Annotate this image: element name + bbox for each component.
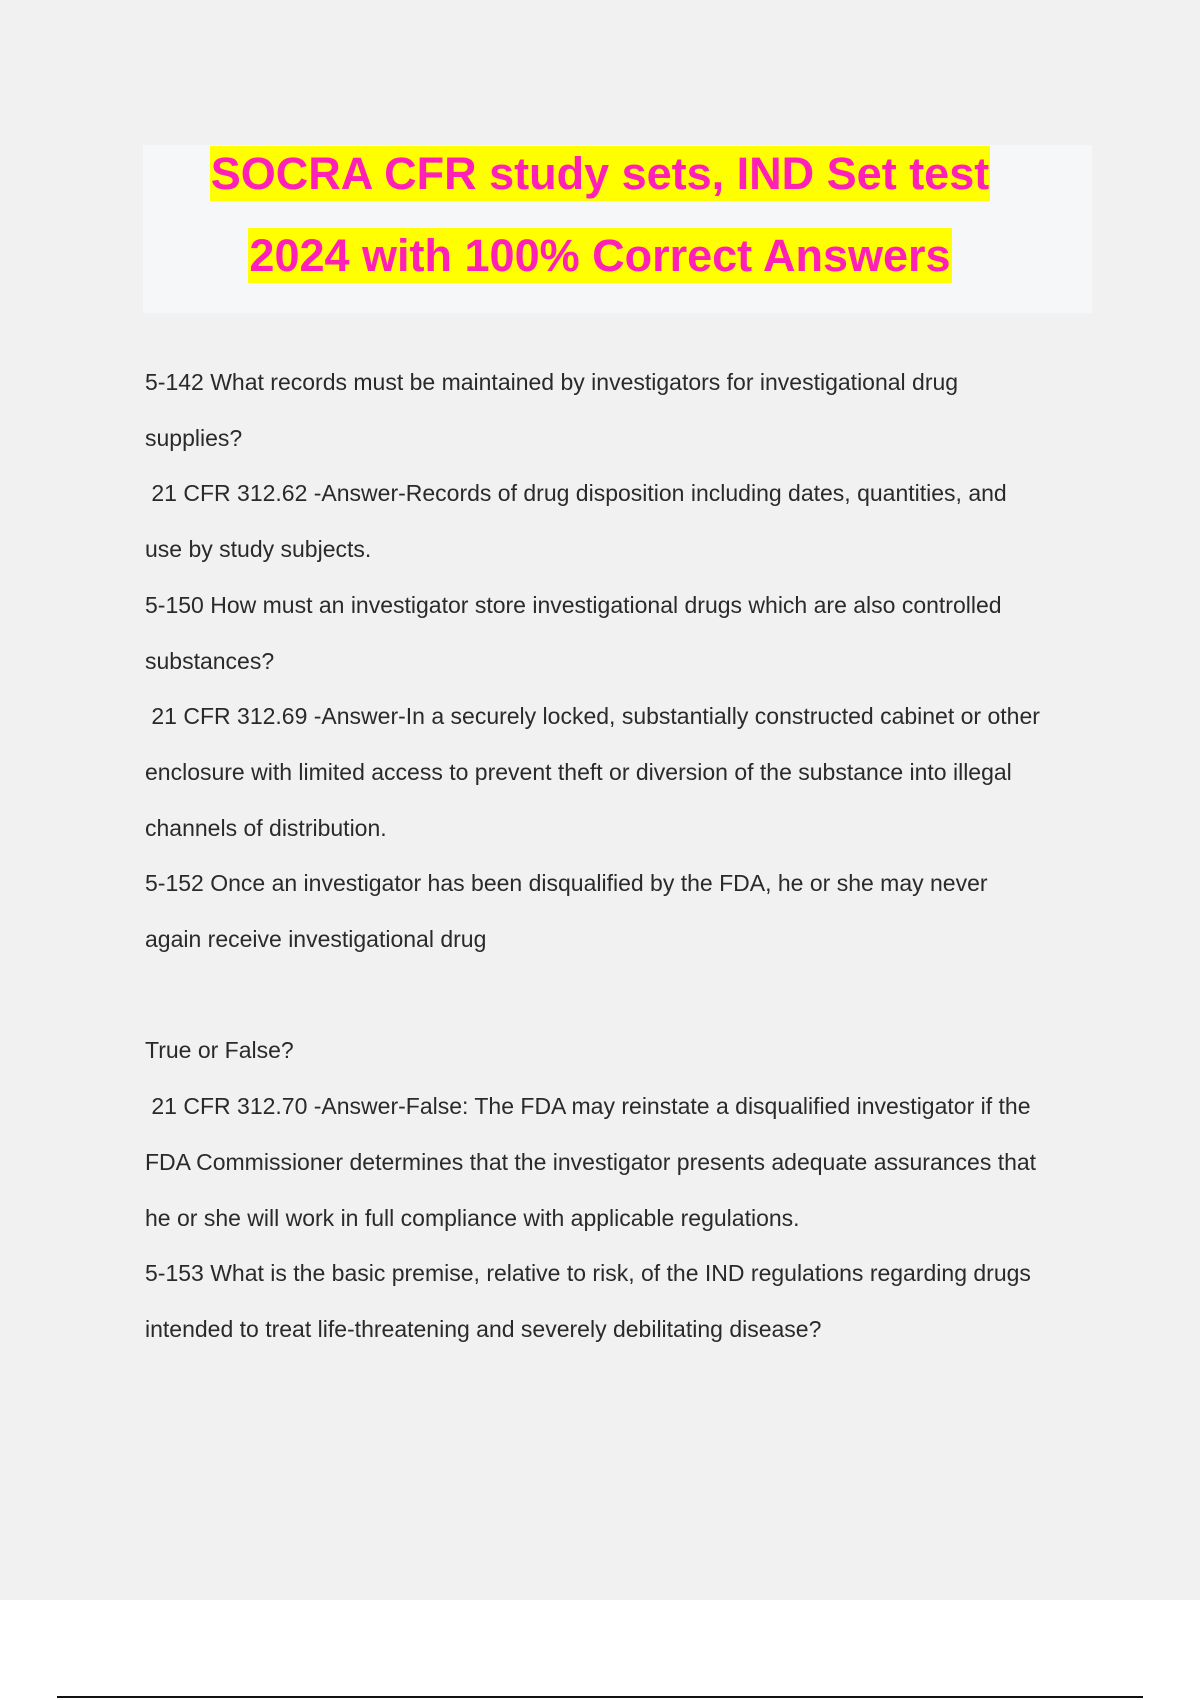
question-5-142-line-2: supplies? bbox=[145, 424, 243, 451]
answer-312-62-line-1: 21 CFR 312.62 -Answer-Records of drug disposition including dates, quantities, and bbox=[145, 480, 1007, 507]
footer-divider bbox=[57, 1696, 1143, 1698]
document-title-line-2: 2024 with 100% Correct Answers bbox=[249, 230, 951, 281]
answer-312-70-line-1: 21 CFR 312.70 -Answer-False: The FDA may reinstate a disqualified investigator if the bbox=[145, 1093, 1031, 1120]
answer-312-69-line-1: 21 CFR 312.69 -Answer-In a securely locked, substantially constructed cabinet or other bbox=[145, 703, 1040, 730]
answer-312-69-line-2: enclosure with limited access to prevent theft or diversion of the substance into illegal bbox=[145, 758, 1012, 785]
question-5-153-line-1: 5-153 What is the basic premise, relative to risk, of the IND regulations regarding drugs bbox=[145, 1260, 1031, 1287]
answer-312-70-line-2: FDA Commissioner determines that the investigator presents adequate assurances that bbox=[145, 1148, 1037, 1175]
question-5-152-line-2: again receive investigational drug bbox=[145, 926, 487, 953]
question-5-152-line-3: True or False? bbox=[145, 1037, 294, 1064]
blank-line bbox=[145, 968, 1105, 1024]
answer-312-62-line-2: use by study subjects. bbox=[145, 536, 372, 563]
document-body bbox=[145, 355, 1105, 1358]
question-5-153-line-2: intended to treat life-threatening and severely debilitating disease? bbox=[145, 1315, 822, 1342]
answer-312-70-line-3: he or she will work in full compliance with applicable regulations. bbox=[145, 1204, 800, 1231]
answer-312-69-line-3: channels of distribution. bbox=[145, 814, 387, 841]
question-5-142-line-1: 5-142 What records must be maintained by investigators for investigational drug bbox=[145, 369, 959, 395]
title-row-2 bbox=[0, 228, 1200, 283]
question-5-150-line-2: substances? bbox=[145, 647, 275, 674]
question-5-152-line-1: 5-152 Once an investigator has been disqualified by the FDA, he or she may never bbox=[145, 870, 988, 897]
title-row-1 bbox=[0, 146, 1200, 201]
question-5-150-line-1: 5-150 How must an investigator store investigational drugs which are also controlled bbox=[145, 591, 1002, 618]
document-title-line-1: SOCRA CFR study sets, IND Set test bbox=[210, 148, 990, 199]
